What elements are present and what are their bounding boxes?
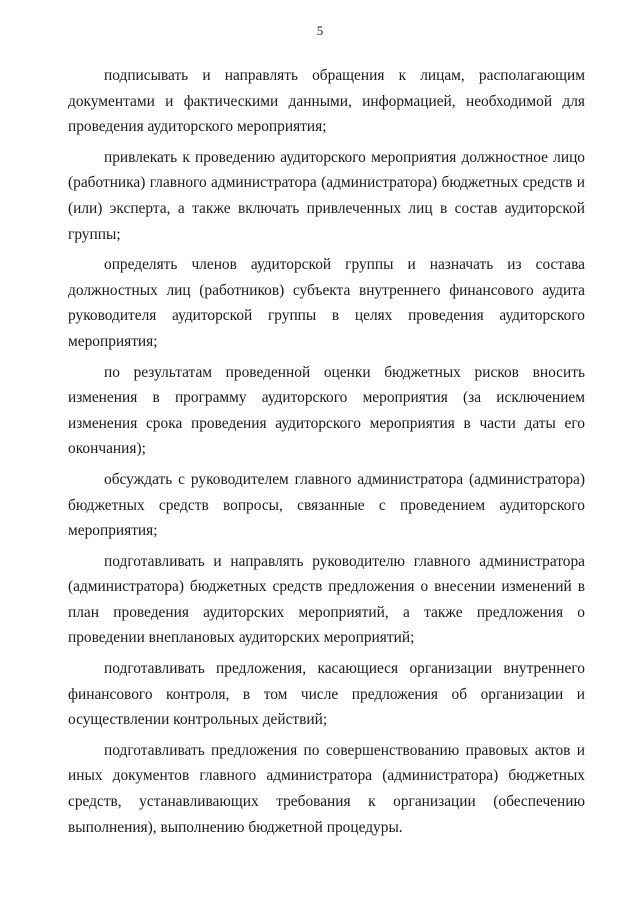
paragraph-improve-acts: подготавливать предложения по совершенствованию правовых актов и иных документов главного администратора (администратора) бюджетных средств, устанавливающих требования к организации (обеспечению выполнения), выполнению бюджетной процедуры. (68, 741, 585, 836)
paragraph-internal-control: подготавливать предложения, касающиеся организации внутреннего финансового контроля, в том числе предложения об организации и осуществлении контрольных действий; (68, 660, 585, 729)
paragraph-discuss-issues: обсуждать с руководителем главного администратора (администратора) бюджетных средств вопросы, связанные с проведением аудиторского мероприятия; (68, 470, 585, 540)
paragraph-define-audit-group: определять членов аудиторской группы и назначать из состава должностных лиц (работников) субъекта внутреннего финансового аудита руководителя аудиторской группы в целях проведения аудиторского мероприятия; (68, 256, 585, 350)
paragraph-engage-experts: привлекать к проведению аудиторского мероприятия должностное лицо (работника) главного администратора (администратора) бюджетных средств и (или) эксперта, а также включать привлеченных лиц в состав аудиторской группы; (68, 148, 585, 243)
paragraph-sign-requests: подписывать и направлять обращения к лицам, располагающим документами и фактическими данными, информацией, необходимой для проведения аудиторского мероприятия; (68, 67, 585, 136)
document-body (68, 63, 585, 845)
page-number: 5 (316, 23, 324, 38)
paragraph-modify-program: по результатам проведенной оценки бюджетных рисков вносить изменения в программу аудиторского мероприятия (за исключением изменения срока проведения аудиторского мероприятия в части даты его окончания); (68, 363, 585, 458)
paragraph-plan-changes: подготавливать и направлять руководителю главного администратора (администратора) бюджетных средств предложения о внесении изменений в план проведения аудиторских мероприятий, а также предложения о проведении внеплановых аудиторских мероприятий; (68, 552, 585, 647)
